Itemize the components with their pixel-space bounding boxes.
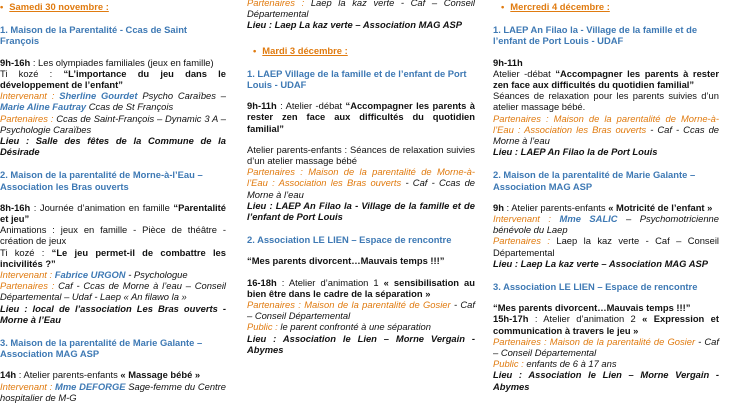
day-heading: • Mardi 3 décembre : [253, 44, 348, 56]
bullet-icon: • [501, 1, 505, 12]
venue-line: Lieu : LAEP An Filao la - Village de la famille et de l’enfant de Port Louis [247, 199, 475, 223]
activity-line: 16-18h : Atelier d’animation 1 « sensibilisation au bien être dans le cadre de la séparation » [247, 276, 475, 299]
venue-line: Lieu : LAEP An Filao la de Port Louis [493, 146, 658, 158]
activity-line: 14h : Atelier parents-enfants « Massage bébé » [0, 369, 201, 381]
partners-line: Partenaires : Laep la kaz verte - Caf – Conseil Départemental [247, 0, 475, 20]
partners-line: Partenaires : Maison de la parentalité de Morne-à-l’Eau : Association les Bras ouverts - Caf - Ccas de Morne à l’eau [247, 166, 475, 200]
talk-line: Ti kozé : “Le jeu permet-il de combattre les incivilités ?” [0, 246, 226, 269]
venue-line: Lieu : local de l’association Les Bras ouverts - Morne à l’Eau [0, 302, 226, 325]
bullet-icon: • [0, 1, 4, 12]
partners-line: Partenaires : Ccas de Saint-François – Dynamic 3 A – Psychologie Caraïbes [0, 112, 226, 135]
venue-line: Lieu : Association le Lien – Morne Vergain - Abymes [493, 369, 719, 392]
section-title: 1. LAEP An Filao la - Village de la famille et de l’enfant de Port Louis - UDAF [493, 24, 698, 47]
day-heading: • Samedi 30 novembre : [0, 1, 109, 12]
section-title: 1. LAEP Village de la famille et de l’enfant de Port Louis - UDAF [247, 67, 467, 91]
venue-line: Lieu : Association le Lien – Morne Vergain - Abymes [247, 332, 475, 355]
animations-line: Animations : jeux en famille - Pièce de théâtre - création de jeux [0, 224, 226, 247]
public-line: Public : le parent confronté à une séparation [247, 321, 431, 333]
speaker-line: Intervenant : Fabrice URGON - Psychologue [0, 269, 188, 281]
partners-line: Partenaires : Caf - Ccas de Morne à l’eau – Conseil Départemental – Udaf - Laep « An filawo la » [0, 280, 227, 303]
section-title: 3. Maison de la parentalité de Marie Galante – Association MAG ASP [0, 337, 203, 360]
partners-line: Partenaires : Maison de la parentalité de Gosier - Caf – Conseil Départemental [493, 335, 719, 359]
bullet-icon: • [253, 44, 257, 56]
talk-line: Ti kozé : “L’importance du jeu dans le développement de l’enfant” [0, 67, 226, 91]
venue-line: Lieu : Laep La kaz verte – Association MAG ASP [247, 19, 462, 31]
theme-line: “Mes parents divorcent…Mauvais temps !!!” [247, 255, 445, 267]
section-title: 1. Maison de la Parentalité - Ccas de Saint François [0, 24, 188, 47]
column-1 [0, 0, 226, 403]
partners-line: Partenaires : Maison de la parentalité de Morne-à-l’Eau : Association les Bras ouverts - Caf - Ccas de Morne à l’eau [493, 112, 719, 147]
speaker-line: Intervenant : Mme SALIC – Psychomotricienne bénévole du Laep [493, 213, 719, 236]
section-title: 3. Association LE LIEN – Espace de rencontre [493, 281, 698, 293]
section-title: 2. Association LE LIEN – Espace de rencontre [247, 234, 452, 246]
venue-line: Lieu : Salle des fêtes de la Commune de la Désirade [0, 135, 226, 158]
relaxation-line: Séances de relaxation pour les parents suivies d’un atelier massage bébé. [493, 90, 719, 113]
day-heading: • Mercredi 4 décembre : [501, 1, 610, 12]
column-2 [247, 0, 475, 355]
theme-line: “Mes parents divorcent…Mauvais temps !!!” [493, 302, 691, 314]
speaker-line: Intervenant : Mme DEFORGE Sage-femme du Centre hospitalier de M-G [0, 380, 226, 403]
activity-line: 8h-16h : Journée d’animation en famille “Parentalité et jeu” [0, 201, 226, 225]
activity-line: 9h-16h : Les olympiades familiales (jeux en famille) [0, 56, 214, 68]
section-title: 2. Maison de la parentalité de Morne-à-l’Eau – Association les Bras ouverts [0, 169, 203, 192]
activity-line: 9h-11h : Atelier -débat “Accompagner les parents à rester zen face aux difficultés du quotidien familial” [247, 100, 475, 134]
time-line: 9h-11h [493, 56, 523, 68]
public-line: Public : enfants de 6 à 17 ans [493, 358, 617, 370]
relaxation-line: Atelier parents-enfants : Séances de relaxation suivies d’un atelier massage bébé [247, 143, 475, 167]
venue-line: Lieu : Laep La kaz verte – Association MAG ASP [493, 257, 708, 269]
section-title: 2. Maison de la parentalité de Marie Galante – Association MAG ASP [493, 169, 696, 192]
speaker-line: Intervenant : Sherline Gourdet Psycho Caraïbes – Marie Aline Fautray Ccas de St François [0, 90, 226, 113]
activity-line: 15h-17h : Atelier d’animation 2 « Expression et communication à travers le jeu » [493, 313, 720, 336]
activity-line: 9h : Atelier parents-enfants « Motricité de l’enfant » [493, 201, 713, 213]
partners-line: Partenaires : Maison de la parentalité de Gosier - Caf – Conseil Départemental [247, 299, 475, 322]
column-3 [493, 0, 719, 392]
activity-line: Atelier -débat “Accompagner les parents à rester zen face aux difficultés du quotidien familial” [493, 67, 719, 91]
partners-line: Partenaires : Laep la kaz verte - Caf – Conseil Départemental [493, 235, 719, 258]
